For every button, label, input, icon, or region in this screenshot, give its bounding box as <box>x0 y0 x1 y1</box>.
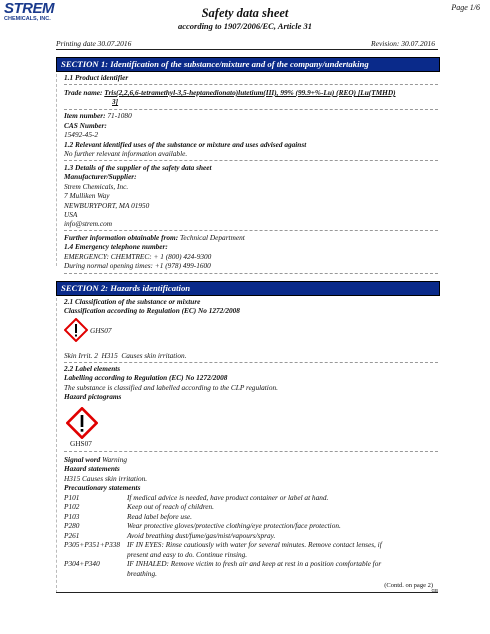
divider <box>64 160 438 161</box>
signal-word-value: Warning <box>102 455 127 464</box>
cas-value: 15492-45-2 <box>64 130 99 139</box>
precautionary-text: Read label before use. <box>127 512 192 521</box>
page-number: Page 1/6 <box>451 3 480 12</box>
product-identifier-heading: 1.1 Product identifier <box>64 73 129 82</box>
item-number-label: Item number: <box>64 111 106 120</box>
divider <box>64 230 438 231</box>
emergency-heading: 1.4 Emergency telephone number: <box>64 242 168 251</box>
section1-heading-text: SECTION 1: Identification of the substance/mixture and of the company/undertaking <box>61 59 369 69</box>
hazard-statements-label: Hazard statements <box>64 464 120 473</box>
precautionary-text: IF IN EYES: Rinse cautiously with water for several minutes. Remove contact lenses, if <box>127 540 382 549</box>
opening-times: During normal opening times: +1 (978) 499-1600 <box>64 261 211 270</box>
divider <box>64 273 438 274</box>
section1-margin-line <box>56 74 57 266</box>
precautionary-code: P261 <box>64 531 80 540</box>
precautionary-code: P102 <box>64 502 80 511</box>
manufacturer-label: Manufacturer/Supplier: <box>64 172 137 181</box>
labelling-regulation: Labelling according to Regulation (EC) No 1272/2008 <box>64 373 228 382</box>
ghs07-pictogram-icon <box>66 407 98 439</box>
divider <box>64 84 438 85</box>
precautionary-code: P304+P340 <box>64 559 100 568</box>
hazard-statement: H315 Causes skin irritation. <box>64 474 148 483</box>
skin-irrit-class: Skin Irrit. 2 <box>64 351 98 360</box>
uses-text: No further relevant information available. <box>64 149 188 158</box>
item-number-value: 71-1080 <box>107 111 132 120</box>
precautionary-text-cont: present and easy to do. Continue rinsing. <box>127 550 248 559</box>
ghs-code: GHS07 <box>90 326 112 335</box>
uses-heading: 1.2 Relevant identified uses of the substance or mixture and uses advised against <box>64 140 307 149</box>
precautionary-text: Keep out of reach of children. <box>127 502 215 511</box>
precautionary-text: If medical advice is needed, have product container or label at hand. <box>127 493 329 502</box>
precautionary-row <box>64 502 214 512</box>
precautionary-code: P305+P351+P338 <box>64 540 121 549</box>
logo-tagline: CHEMICALS, INC. <box>4 16 51 22</box>
section2-margin-line <box>56 298 57 593</box>
precautionary-code: P101 <box>64 493 80 502</box>
address-line: Strem Chemicals, Inc. <box>64 182 129 191</box>
email-link[interactable]: info@strem.com <box>64 219 112 228</box>
trade-name-value-cont: 3] <box>112 97 119 106</box>
printing-date: Printing date 30.07.2016 <box>56 39 132 48</box>
precautionary-code: P280 <box>64 521 80 530</box>
precautionary-row <box>64 559 381 569</box>
supplier-heading: 1.3 Details of the supplier of the safety data sheet <box>64 163 212 172</box>
precautionary-text-cont: breathing. <box>127 569 157 578</box>
signal-word-label: Signal word <box>64 455 101 464</box>
divider <box>64 362 438 363</box>
divider <box>64 109 438 110</box>
clp-statement: The substance is classified and labelled according to the CLP regulation. <box>64 383 278 392</box>
logo-wordmark: STREM <box>4 0 54 17</box>
skin-irrit-row <box>64 351 186 361</box>
precautionary-label: Precautionary statements <box>64 483 141 492</box>
precautionary-row <box>64 521 341 531</box>
precautionary-text: Avoid breathing dust/fume/gas/mist/vapours/spray. <box>127 531 276 540</box>
section1-heading <box>56 57 440 72</box>
further-info-label: Further information obtainable from: <box>64 233 179 242</box>
continued-note: (Contd. on page 2) <box>384 582 433 589</box>
divider <box>64 451 438 452</box>
header-rule <box>56 49 438 50</box>
address-line: NEWBURYPORT, MA 01950 <box>64 201 150 210</box>
footer-rule <box>56 592 438 593</box>
language-code: GB <box>431 588 438 593</box>
section2-heading-text: SECTION 2: Hazards identification <box>61 283 191 293</box>
item-number-row <box>64 111 132 121</box>
pictogram-code: GHS07 <box>70 439 92 448</box>
precautionary-text: IF INHALED: Remove victim to fresh air and keep at rest in a position comfortable for <box>127 559 382 568</box>
trade-name-label: Trade name: <box>64 88 103 97</box>
cas-label: CAS Number: <box>64 121 107 130</box>
revision-date: Revision: 30.07.2016 <box>371 39 435 48</box>
label-elements-heading: 2.2 Label elements <box>64 364 121 373</box>
document-title: Safety data sheet <box>201 6 289 20</box>
further-info-value: Technical Department <box>179 233 245 242</box>
trade-name-value: Tris(2,2,6,6-tetramethyl-3,5-heptanedionato)lutetium(III), 99% (99.9+%-Lu) (REO) [Lu(TMHD) <box>104 88 396 97</box>
skin-irrit-h: H315 <box>101 351 118 360</box>
precautionary-text: Wear protective gloves/protective clothing/eye protection/face protection. <box>127 521 341 530</box>
classification-heading: 2.1 Classification of the substance or mixture <box>64 297 201 306</box>
precautionary-row <box>64 540 382 550</box>
skin-irrit-text: Causes skin irritation. <box>121 351 187 360</box>
emergency-line: EMERGENCY: CHEMTREC: + 1 (800) 424-9300 <box>64 252 212 261</box>
address-line: 7 Mulliken Way <box>64 191 110 200</box>
section2-heading <box>56 281 440 296</box>
hazard-pictograms-label: Hazard pictograms <box>64 392 122 401</box>
classification-regulation: Classification according to Regulation (EC) No 1272/2008 <box>64 306 240 315</box>
ghs07-exclamation-icon <box>64 318 88 342</box>
precautionary-code: P103 <box>64 512 80 521</box>
document-subtitle: according to 1907/2006/EC, Article 31 <box>177 21 313 31</box>
address-line: USA <box>64 210 78 219</box>
